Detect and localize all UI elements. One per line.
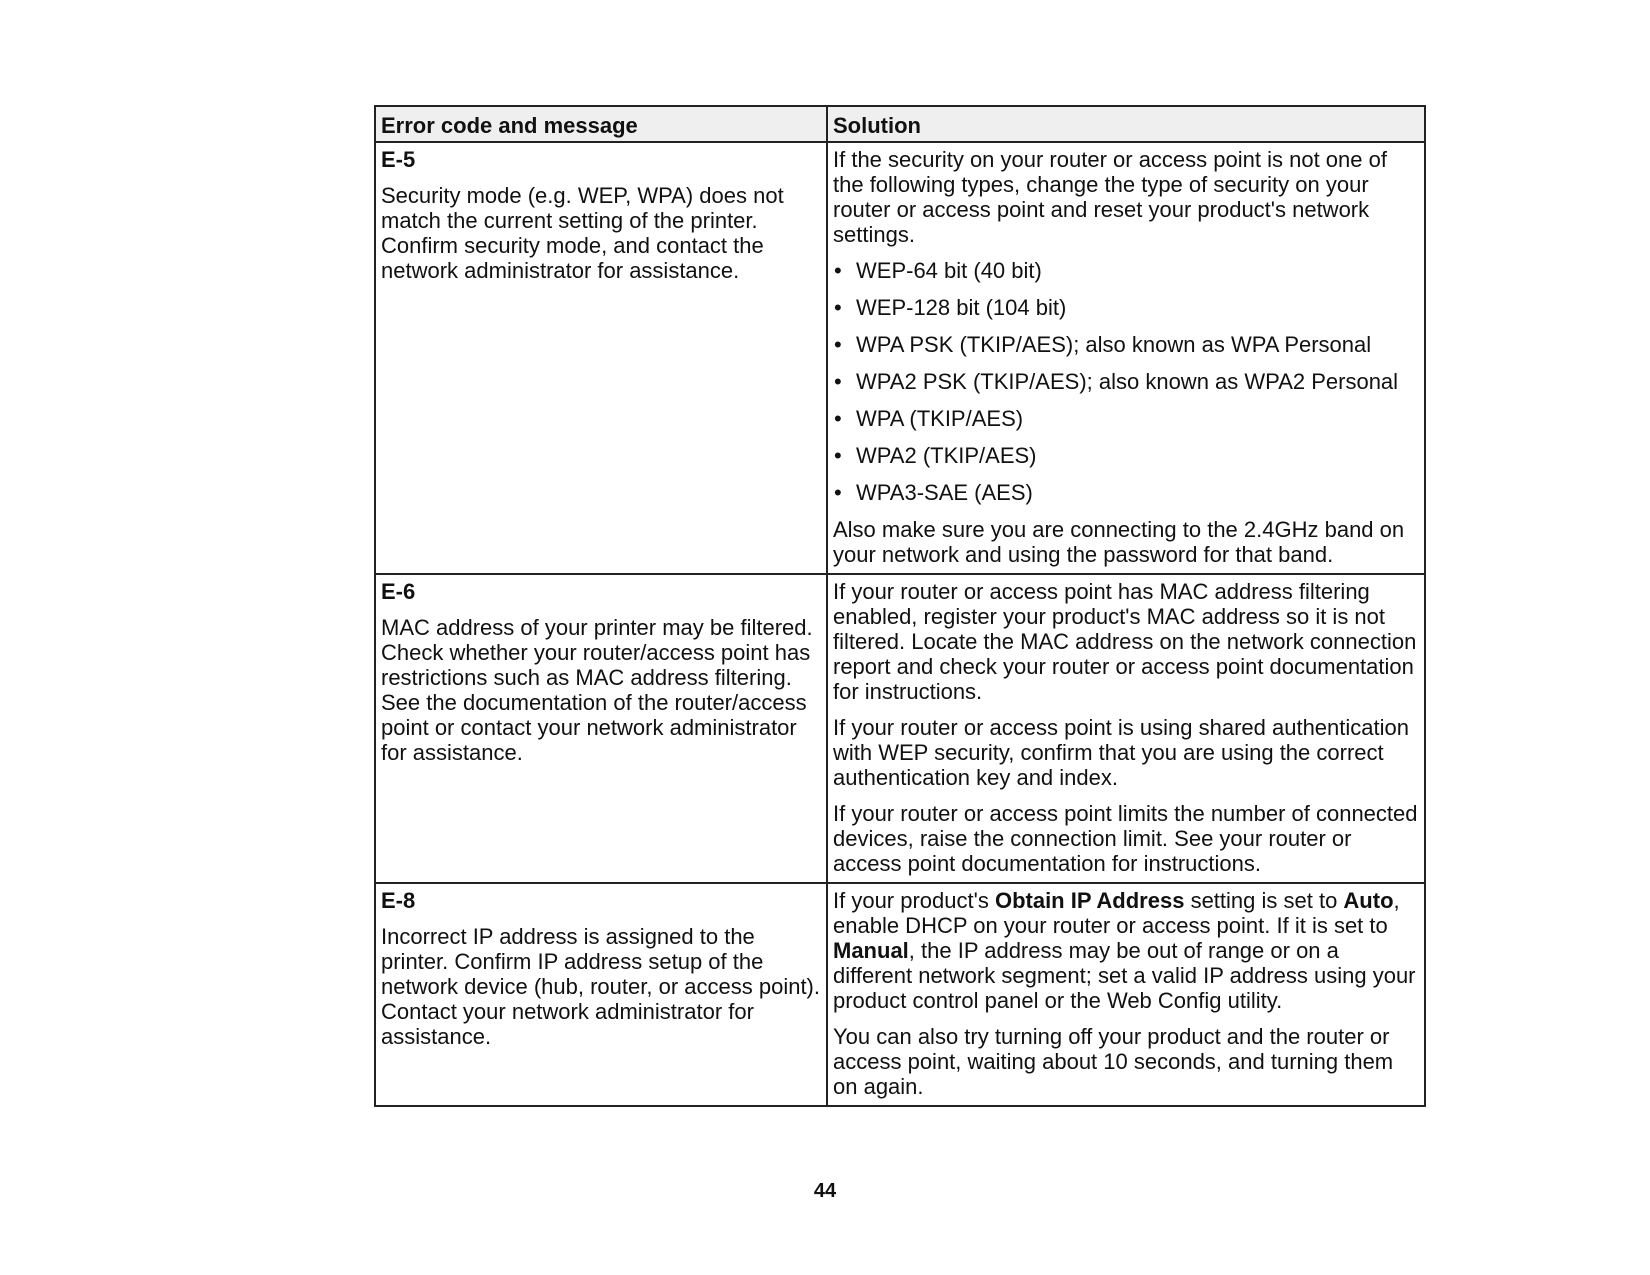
solution-text [833, 888, 1419, 1013]
page-number: 44 [813, 1180, 837, 1202]
list-item: • WPA3-SAE (AES) [833, 480, 1419, 505]
error-message: Incorrect IP address is assigned to the printer. Confirm IP address setup of the network device (hub, router, or access point). Contact your network administrator for assistance. [381, 924, 820, 1049]
error-code-table [374, 105, 1426, 1107]
error-code: E-5 [381, 147, 416, 172]
setting-name: Obtain IP Address [994, 888, 1185, 913]
solution-cell [827, 883, 1425, 1106]
table-header-row [375, 106, 1425, 142]
solution-text: Also make sure you are connecting to the 2.4GHz band on your network and using the password for that band. [833, 517, 1405, 567]
table-row [375, 574, 1425, 883]
solution-cell [827, 142, 1425, 574]
setting-value: Auto [1343, 888, 1394, 913]
text-run: If your product's [833, 888, 995, 913]
text-run: , the IP address may be out of range or on a different network segment; set a valid IP address using your product control panel or the Web Config utility. [833, 938, 1416, 1013]
security-types-list [833, 258, 1419, 505]
solution-text: If your router or access point is using shared authentication with WEP security, confirm that you are using the correct authentication key and index. [833, 715, 1409, 790]
error-code: E-6 [381, 579, 416, 604]
table-row [375, 142, 1425, 574]
text-run: setting is set to [1184, 888, 1344, 913]
list-item: • WPA2 (TKIP/AES) [833, 443, 1419, 468]
list-item: • WPA (TKIP/AES) [833, 406, 1419, 431]
error-cell [375, 574, 827, 883]
error-code: E-8 [381, 888, 416, 913]
error-cell [375, 142, 827, 574]
list-item: • WPA2 PSK (TKIP/AES); also known as WPA2 Personal [833, 369, 1419, 394]
error-message: MAC address of your printer may be filtered. Check whether your router/access point has restrictions such as MAC address filtering. See the documentation of the router/access point or contact your network administrator for assistance. [381, 615, 813, 765]
column-header-error: Error code and message [375, 106, 827, 142]
setting-value: Manual [833, 938, 909, 963]
solution-cell [827, 574, 1425, 883]
solution-text: If your router or access point has MAC address filtering enabled, register your product's MAC address so it is not filtered. Locate the MAC address on the network connection report and check your router or access point documentation for instructions. [833, 579, 1417, 704]
list-item: • WEP-128 bit (104 bit) [833, 295, 1419, 320]
error-message: Security mode (e.g. WEP, WPA) does not match the current setting of the printer. Confirm security mode, and contact the network administrator for assistance. [381, 183, 784, 283]
error-cell [375, 883, 827, 1106]
list-item: • WEP-64 bit (40 bit) [833, 258, 1419, 283]
solution-text: You can also try turning off your product and the router or access point, waiting about 10 seconds, and turning them on again. [833, 1024, 1394, 1099]
text-run: , enable DHCP on your router or access point. If it is set to [833, 888, 1400, 938]
solution-text: If your router or access point limits the number of connected devices, raise the connection limit. See your router or access point documentation for instructions. [833, 801, 1418, 876]
solution-text: If the security on your router or access point is not one of the following types, change the type of security on your router or access point and reset your product's network settings. [833, 147, 1387, 247]
table-row [375, 883, 1425, 1106]
list-item: • WPA PSK (TKIP/AES); also known as WPA Personal [833, 332, 1419, 357]
column-header-solution: Solution [827, 106, 1425, 142]
